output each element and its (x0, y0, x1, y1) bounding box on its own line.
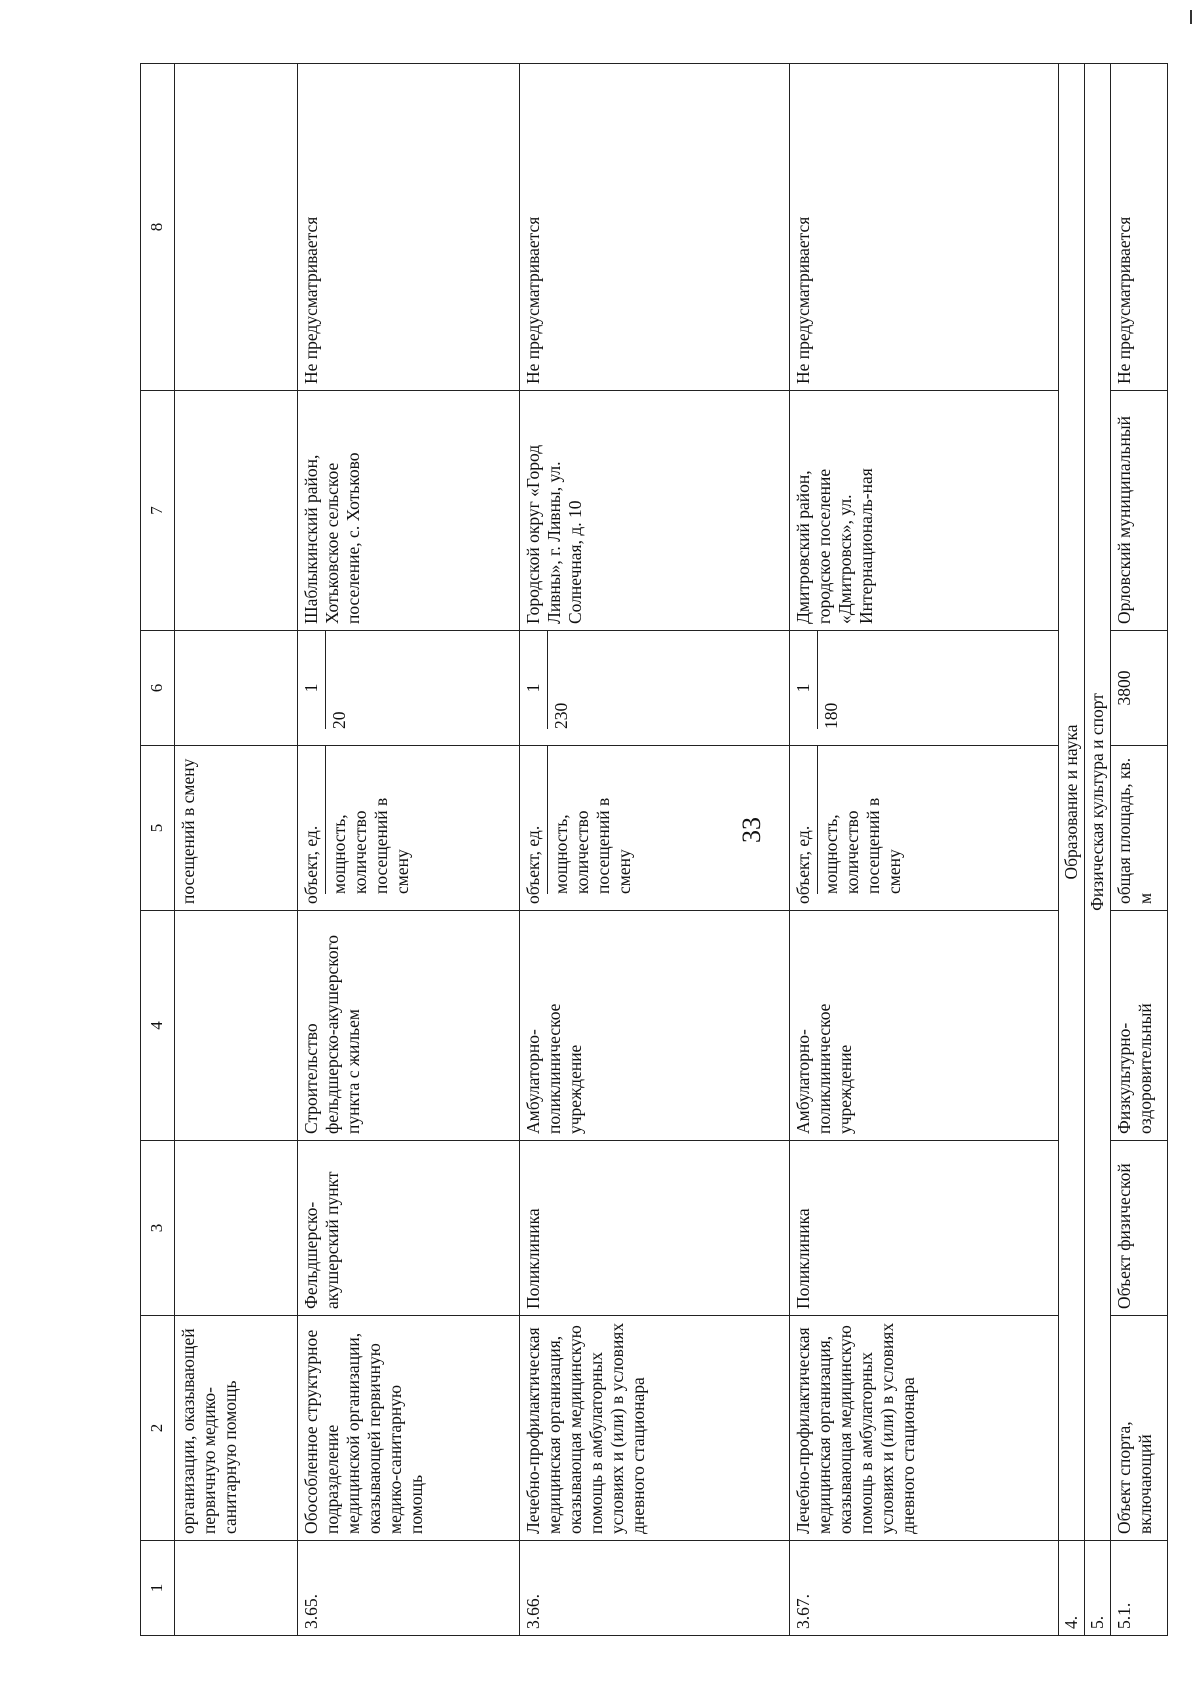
cell-value (520, 631, 789, 746)
cell-value: 3800 (1110, 631, 1167, 746)
characteristic-sub: мощность, количество посещений в смену (817, 746, 905, 894)
characteristic-main: объект, ед. (792, 825, 813, 904)
value-main: 1 (523, 683, 544, 693)
section-row (1059, 64, 1085, 1636)
header-cell: 6 (141, 631, 175, 746)
cell-type: организации, оказывающей первичную медико-санитарную помощь (174, 1316, 297, 1541)
cell-type: Лечебно-профилактическая медицинская организация, оказывающая медицинскую помощь в амбулаторных условиях и (или) в условиях дневного стационара (789, 1316, 1058, 1541)
cell-location (174, 391, 297, 631)
section-title: Физическая культура и спорт (1084, 64, 1110, 1541)
cell-zone (174, 64, 297, 391)
header-cell: 5 (141, 746, 175, 911)
corner-mark (1190, 10, 1192, 24)
cell-characteristic (297, 746, 519, 911)
value-main: 1 (300, 683, 321, 693)
header-cell: 8 (141, 64, 175, 391)
cell-name: Строительство фельдшерско-акушерского пункта с жильем (297, 911, 519, 1141)
value-sub: 230 (547, 631, 572, 729)
cell-name: Физкультурно-оздоровительный (1110, 911, 1167, 1141)
value-sub: 20 (325, 631, 350, 729)
cell-kind: Поликлиника (520, 1141, 789, 1316)
characteristic-sub: мощность, количество посещений в смену (325, 746, 413, 894)
section-title: Образование и наука (1059, 64, 1085, 1541)
cell-location: Шаблыкинский район, Хотьковское сельское поселение, с. Хотьково (297, 391, 519, 631)
header-cell: 2 (141, 1316, 175, 1541)
value-sub: 180 (817, 631, 842, 729)
row-number: 3.66. (520, 1541, 789, 1636)
cell-value (297, 631, 519, 746)
cell-kind: Фельдшерско-акушерский пункт (297, 1141, 519, 1316)
table-wrapper (140, 64, 1168, 1636)
table-row (174, 64, 297, 1636)
header-cell: 3 (141, 1141, 175, 1316)
cell-zone: Не предусматривается (297, 64, 519, 391)
cell-value (789, 631, 1058, 746)
cell-location: Городской округ «Город Ливны», г. Ливны, ул. Солнечная, д. 10 (520, 391, 789, 631)
section-number: 4. (1059, 1541, 1085, 1636)
row-number: 5.1. (1110, 1541, 1167, 1636)
cell-characteristic: посещений в смену (174, 746, 297, 911)
cell-kind: Объект физической (1110, 1141, 1167, 1316)
cell-kind (174, 1141, 297, 1316)
cell-characteristic (520, 746, 789, 911)
cell-value (174, 631, 297, 746)
header-row (141, 64, 175, 1636)
cell-zone: Не предусматривается (520, 64, 789, 391)
header-cell: 1 (141, 1541, 175, 1636)
cell-name: Амбулаторно-поликлиническое учреждение (789, 911, 1058, 1141)
row-number (174, 1541, 297, 1636)
table-row (297, 64, 519, 1636)
table-row (520, 64, 789, 1636)
cell-type: Обособленное структурное подразделение медицинской организации, оказывающей первичную медико-санитарную помощь (297, 1316, 519, 1541)
cell-type: Объект спорта, включающий (1110, 1316, 1167, 1541)
row-number: 3.67. (789, 1541, 1058, 1636)
cell-location: Орловский муниципальный (1110, 391, 1167, 631)
characteristic-main: объект, ед. (300, 825, 321, 904)
cell-name: Амбулаторно-поликлиническое учреждение (520, 911, 789, 1141)
value-main: 1 (792, 683, 813, 693)
cell-type: Лечебно-профилактическая медицинская организация, оказывающая медицинскую помощь в амбулаторных условиях и (или) в условиях дневного стационара (520, 1316, 789, 1541)
cell-zone: Не предусматривается (789, 64, 1058, 391)
page-number: 33 (737, 817, 766, 843)
characteristic-sub: мощность, количество посещений в смену (547, 746, 635, 894)
characteristic-main: объект, ед. (523, 825, 544, 904)
row-number: 3.65. (297, 1541, 519, 1636)
cell-name (174, 911, 297, 1141)
cell-location: Дмитровский район, городское поселение «Дмитровск», ул. Интернациональ-ная (789, 391, 1058, 631)
planning-table (140, 63, 1168, 1636)
cell-characteristic: общая площадь, кв. м (1110, 746, 1167, 911)
section-row (1084, 64, 1110, 1636)
cell-characteristic (789, 746, 1058, 911)
header-cell: 4 (141, 911, 175, 1141)
cell-zone: Не предусматривается (1110, 64, 1167, 391)
table-row (789, 64, 1058, 1636)
header-cell: 7 (141, 391, 175, 631)
section-number: 5. (1084, 1541, 1110, 1636)
table-row (1110, 64, 1167, 1636)
cell-kind: Поликлиника (789, 1141, 1058, 1316)
